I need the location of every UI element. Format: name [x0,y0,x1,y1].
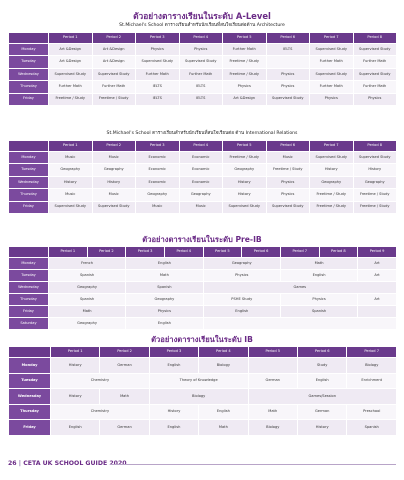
class-cell: Preschool [347,404,397,420]
table-row [9,306,397,318]
class-cell: Physics [266,176,310,188]
period-header: Period 3 [136,33,180,44]
class-cell [248,358,297,374]
class-cell: Spanish [126,282,203,294]
class-cell: Freetime / Study [49,93,93,105]
class-cell: Further Math [179,68,223,80]
class-cell: Math [49,306,126,318]
day-cell: Thursday [9,189,49,201]
class-cell: Art &Design [92,44,136,56]
class-cell: Supervised Study [310,44,354,56]
preib-table [8,246,397,330]
class-cell: Spanish [347,420,397,436]
class-cell: Supervised Study [310,68,354,80]
class-cell: IELTS [136,93,180,105]
class-cell: Biology [149,389,248,405]
period-header: Period 2 [92,141,136,152]
class-cell: Art &Design [92,56,136,68]
page-footer: 26 | CETA UK SCHOOL GUIDE 2020 [8,460,127,467]
day-cell: Wednesday [9,282,49,294]
day-cell: Tuesday [9,270,49,282]
day-cell: Saturday [9,318,49,330]
period-header: Period 6 [297,347,347,358]
class-cell: Further Math [136,68,180,80]
class-cell: Economic [136,152,180,164]
class-cell: IELTS [179,93,223,105]
class-cell: History [51,389,100,405]
class-cell: Further Math [310,56,354,68]
class-cell: English [149,358,198,374]
class-cell: Math [280,258,357,270]
class-cell: Supervised Study [92,68,136,80]
period-header: Period 8 [353,141,397,152]
alevel-ir-table [8,140,397,214]
class-cell: English [149,420,198,436]
table-row [9,404,397,420]
class-cell: Math [126,270,203,282]
class-cell: Games/Session [248,389,396,405]
class-cell: English [126,258,203,270]
corner-cell [9,141,49,152]
day-cell: Monday [9,258,49,270]
period-header: Period 4 [179,141,223,152]
class-cell: Freetime / Study [310,189,354,201]
class-cell: Physics [223,81,267,93]
class-cell: Further Math [353,81,397,93]
class-cell: Physics [136,44,180,56]
class-cell: Freetime / Study [223,56,267,68]
class-cell: Physics [126,306,203,318]
class-cell: Geography [49,318,126,330]
alevel-subtitle: St.Michael's School ตารางเรียนสำหรับนักเรียนที่สนใจเรียนต่อด้าน Architecture [119,23,285,28]
day-cell: Wednesday [9,68,49,80]
class-cell [203,318,396,330]
table-row [9,189,397,201]
class-cell: Geography [223,164,267,176]
class-cell: Art &Design [223,93,267,105]
class-cell: History [49,176,93,188]
page-number: 26 [8,460,17,467]
corner-cell [9,347,51,358]
class-cell: Art &Design [49,44,93,56]
class-cell: Freetime / Study [353,201,397,213]
class-cell: German [248,373,297,389]
class-cell: Geography [136,189,180,201]
period-header: Period 8 [319,247,358,258]
class-cell: History [223,176,267,188]
class-cell: English [203,306,280,318]
class-cell: History [149,404,198,420]
day-cell: Monday [9,44,49,56]
class-cell: German [100,420,149,436]
class-cell: History [353,164,397,176]
period-header: Period 5 [203,247,242,258]
table-row [9,270,397,282]
class-cell: Supervised Study [136,56,180,68]
class-cell: Economic [136,176,180,188]
class-cell: Biology [347,358,397,374]
class-cell: Enrichment [347,373,397,389]
alevel-title: ตัวอย่างตารางเรียนในระดับ A-Level [133,11,271,21]
day-cell: Friday [9,306,49,318]
period-header: Period 7 [347,347,397,358]
class-cell: English [199,404,248,420]
day-cell: Thursday [9,294,49,306]
class-cell: English [280,270,357,282]
period-header: Period 1 [51,347,100,358]
class-cell: Supervised Study [353,68,397,80]
day-cell: Thursday [9,404,51,420]
table-row [9,68,397,80]
class-cell: Art [358,270,397,282]
class-cell: Geography [92,164,136,176]
class-cell: Economic [179,176,223,188]
period-header: Period 4 [179,33,223,44]
class-cell: IELTS [136,81,180,93]
class-cell: Economic [136,164,180,176]
class-cell: Freetime / Study [92,93,136,105]
class-cell: Theory of Knowledge [149,373,248,389]
class-cell: Spanish [280,306,357,318]
class-cell: Physics [310,93,354,105]
class-cell: History [310,164,354,176]
class-cell: Math [248,404,297,420]
guide-brand: CETA UK SCHOOL GUIDE 2020 [23,460,127,467]
class-cell: Economic [179,164,223,176]
table-row [9,164,397,176]
class-cell: History [297,420,347,436]
class-cell: Music [266,152,310,164]
class-cell: Biology [199,358,248,374]
class-cell [358,306,397,318]
period-header: Period 7 [310,141,354,152]
class-cell: Physics [353,93,397,105]
class-cell: Geography [353,176,397,188]
day-cell: Wednesday [9,176,49,188]
class-cell: IELTS [179,81,223,93]
class-cell: Freetime / Study [266,164,310,176]
class-cell: Geography [310,176,354,188]
day-cell: Tuesday [9,373,51,389]
class-cell: Supervised Study [353,152,397,164]
class-cell: Further Math [310,81,354,93]
class-cell: Chemistry [51,404,150,420]
period-header: Period 6 [242,247,281,258]
class-cell: Music [49,189,93,201]
class-cell: History [51,358,100,374]
ib-title: ตัวอย่างตารางเรียนในระดับ IB [151,335,253,344]
header-row [9,141,397,152]
table-row [9,358,397,374]
class-cell: Geography [179,189,223,201]
class-cell: Physics [266,68,310,80]
class-cell: Supervised Study [92,201,136,213]
ib-table [8,346,397,436]
period-header: Period 9 [358,247,397,258]
class-cell: Physics [179,44,223,56]
class-cell: Art [358,258,397,270]
day-cell: Friday [9,201,49,213]
day-cell: Friday [9,93,49,105]
day-cell: Tuesday [9,56,49,68]
class-cell: History [92,176,136,188]
period-header: Period 4 [199,347,248,358]
class-cell: Physics [280,294,357,306]
period-header: Period 2 [87,247,126,258]
preib-title: ตัวอย่างตารางเรียนในระดับ Pre-IB [142,235,262,244]
class-cell: German [297,404,347,420]
class-cell: Physics [266,189,310,201]
period-header: Period 3 [149,347,198,358]
day-cell: Monday [9,358,51,374]
table-row [9,258,397,270]
class-cell: Economic [179,152,223,164]
footer-rule [110,464,396,465]
table-row [9,152,397,164]
class-cell: Supervised Study [266,201,310,213]
class-cell: Music [49,152,93,164]
period-header: Period 2 [100,347,149,358]
class-cell: French [49,258,126,270]
class-cell: Games [203,282,396,294]
period-header: Period 8 [353,33,397,44]
period-header: Period 3 [126,247,165,258]
table-row [9,373,397,389]
class-cell: History [223,189,267,201]
class-cell: Further Math [49,81,93,93]
table-row [9,201,397,213]
class-cell: German [100,358,149,374]
day-cell: Wednesday [9,389,51,405]
class-cell: Spanish [49,270,126,282]
period-header: Period 5 [248,347,297,358]
class-cell: Further Math [353,56,397,68]
table-row [9,81,397,93]
alevel-ir-subtitle: St.Michael's School ตารางเรียนสำหรับนักเรียนที่สนใจเรียนต่อ ด้าน International Relations [106,131,298,136]
table-row [9,176,397,188]
table-row [9,389,397,405]
table-row [9,93,397,105]
class-cell: Chemistry [51,373,150,389]
period-header: Period 6 [266,141,310,152]
class-cell: Physics [266,81,310,93]
class-cell: Music [92,152,136,164]
table-row [9,282,397,294]
class-cell: PSHE Study [203,294,280,306]
class-cell: Art [358,294,397,306]
class-cell: Physics [203,270,280,282]
class-cell: Geography [126,294,203,306]
period-header: Period 6 [266,33,310,44]
period-header: Period 1 [49,141,93,152]
day-cell: Tuesday [9,164,49,176]
class-cell: Supervised Study [266,93,310,105]
corner-cell [9,247,49,258]
period-header: Period 7 [310,33,354,44]
class-cell: Math [100,389,149,405]
day-cell: Friday [9,420,51,436]
class-cell: English [126,318,203,330]
period-header: Period 3 [136,141,180,152]
class-cell: IELTS [266,44,310,56]
class-cell: Math [199,420,248,436]
class-cell: Freetime / Study [353,189,397,201]
class-cell: Supervised Study [179,56,223,68]
class-cell: Supervised Study [310,152,354,164]
class-cell: English [51,420,100,436]
period-header: Period 5 [223,141,267,152]
class-cell: Geography [49,282,126,294]
period-header: Period 1 [49,247,88,258]
class-cell: Supervised Study [223,201,267,213]
class-cell: Freetime / Study [223,152,267,164]
class-cell: Biology [248,420,297,436]
table-row [9,318,397,330]
class-cell: Further Math [92,81,136,93]
table-row [9,420,397,436]
class-cell: Music [92,189,136,201]
header-row [9,347,397,358]
day-cell: Monday [9,152,49,164]
class-cell: Music [179,201,223,213]
day-cell: Thursday [9,81,49,93]
class-cell: Music [136,201,180,213]
table-row [9,294,397,306]
class-cell: Study [297,358,347,374]
period-header: Period 1 [49,33,93,44]
corner-cell [9,33,49,44]
table-row [9,44,397,56]
class-cell: Art &Design [49,56,93,68]
class-cell: Supervised Study [353,44,397,56]
period-header: Period 4 [164,247,203,258]
class-cell: Freetime / Study [310,201,354,213]
class-cell [266,56,310,68]
table-row [9,56,397,68]
class-cell: Geography [203,258,280,270]
class-cell: Supervised Study [49,68,93,80]
header-row [9,33,397,44]
period-header: Period 2 [92,33,136,44]
class-cell: Spanish [49,294,126,306]
alevel-architecture-table [8,32,397,106]
class-cell: Geography [49,164,93,176]
class-cell: Further Math [223,44,267,56]
class-cell: Supervised Study [49,201,93,213]
period-header: Period 7 [280,247,319,258]
class-cell: Freetime / Study [223,68,267,80]
header-row [9,247,397,258]
class-cell: English [297,373,347,389]
period-header: Period 5 [223,33,267,44]
